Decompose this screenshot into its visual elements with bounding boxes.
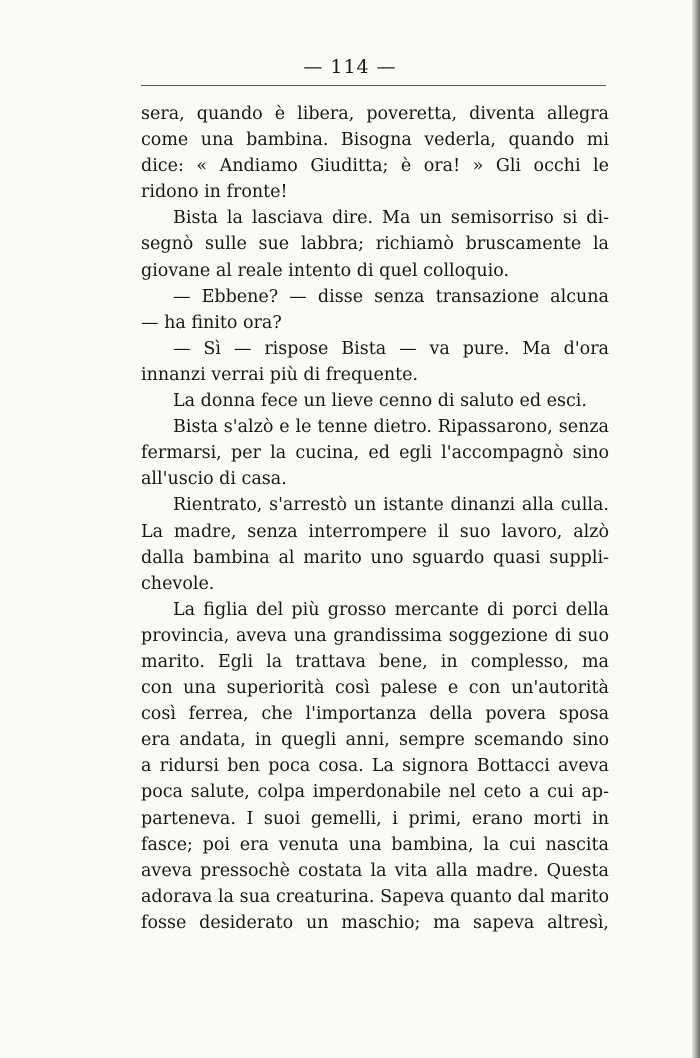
text-line: Bista la lasciava dire. Ma un semisorriso si di-: [173, 208, 609, 229]
page-edge-shadow: [692, 0, 700, 1058]
text-line: dalla bambina al marito uno sguardo quasi suppli-: [141, 547, 609, 568]
text-line: — Sì — rispose Bista — va pure. Ma d'ora: [173, 338, 609, 359]
text-line: a ridursi ben poca cosa. La signora Bottacci aveva: [141, 756, 609, 777]
text-line: fermarsi, per la cucina, ed egli l'accompagnò sino: [141, 443, 609, 464]
text-line: all'uscio di casa.: [141, 469, 287, 490]
text-line: giovane al reale intento di quel colloquio.: [141, 260, 510, 281]
text-line: con una superiorità così palese e con un'autorità: [141, 678, 609, 699]
text-line: Bista s'alzò e le tenne dietro. Ripassarono, senza: [173, 417, 609, 438]
text-line: — ha finito ora?: [141, 312, 282, 333]
text-line: dice: « Andiamo Giuditta; è ora! » Gli occhi le: [141, 156, 609, 177]
text-line: era andata, in quegli anni, sempre scemando sino: [141, 730, 609, 751]
text-line: come una bambina. Bisogna vederla, quando mi: [141, 130, 609, 151]
header-rule: [141, 85, 606, 86]
text-line: parteneva. I suoi gemelli, i primi, erano morti in: [141, 808, 609, 829]
body-text: [141, 101, 609, 936]
text-line: fosse desiderato un maschio; ma sapeva altresì,: [141, 912, 609, 933]
text-line: fasce; poi era venuta una bambina, la cui nascita: [141, 834, 609, 855]
text-line: Rientrato, s'arrestò un istante dinanzi alla culla.: [173, 495, 609, 516]
text-line: La donna fece un lieve cenno di saluto ed esci.: [173, 391, 587, 412]
text-line: segnò sulle sue labbra; richiamò bruscamente la: [141, 234, 609, 255]
text-line: così ferrea, che l'importanza della povera sposa: [141, 704, 609, 725]
text-line: La figlia del più grosso mercante di porci della: [173, 599, 609, 620]
text-line: La madre, senza interrompere il suo lavoro, alzò: [141, 521, 609, 542]
page-number: — 114 —: [303, 56, 397, 78]
text-line: provincia, aveva una grandissima soggezione di suo: [141, 625, 609, 646]
text-line: — Ebbene? — disse senza transazione alcuna: [173, 286, 609, 307]
text-line: innanzi verrai più di frequente.: [141, 364, 419, 385]
text-line: ridono in fronte!: [141, 182, 288, 203]
text-line: sera, quando è libera, poveretta, diventa allegra: [141, 104, 609, 124]
text-line: aveva pressochè costata la vita alla madre. Questa: [141, 860, 609, 881]
text-line: chevole.: [141, 573, 215, 594]
text-line: adorava la sua creaturina. Sapeva quanto dal marito: [141, 886, 609, 907]
text-line: marito. Egli la trattava bene, in complesso, ma: [141, 651, 609, 672]
text-line: poca salute, colpa imperdonabile nel ceto a cui ap-: [141, 782, 609, 803]
